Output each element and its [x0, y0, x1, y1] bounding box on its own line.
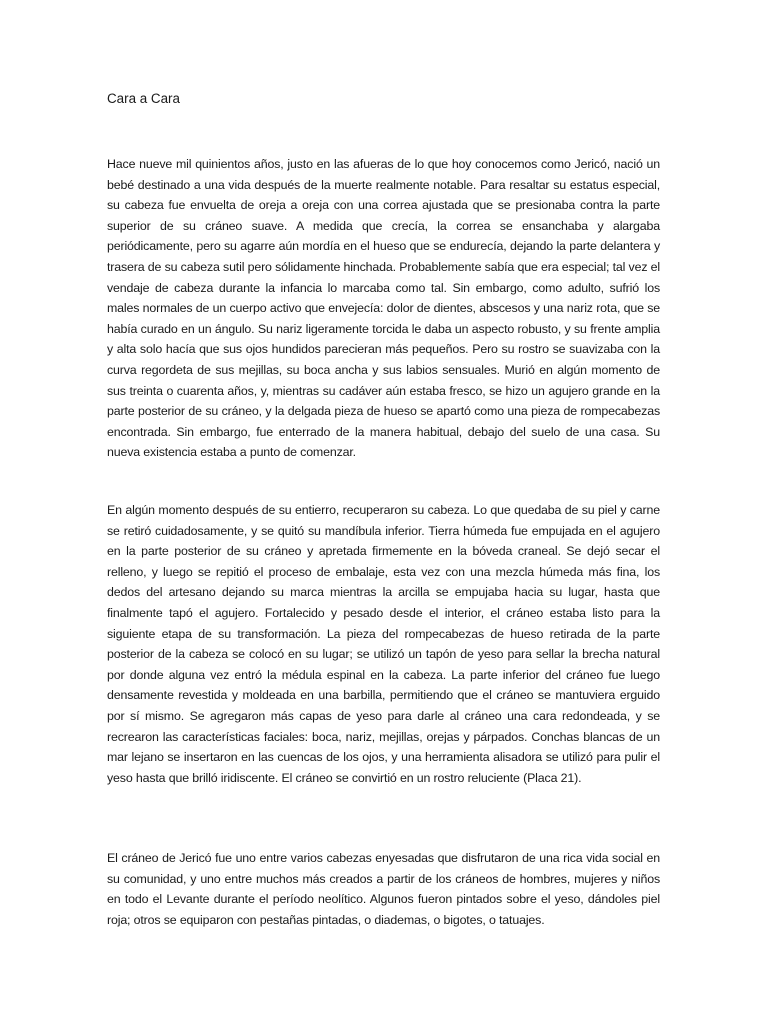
document-title: Cara a Cara	[107, 91, 180, 106]
paragraph-1: Hace nueve mil quinientos años, justo en las afueras de lo que hoy conocemos como Jericó, nació un bebé destinado a una vida después de la muerte realmente notable. Para resaltar su estatus especial, su cabeza fue envuelta de oreja a oreja con una correa ajustada que se presionaba contra la parte superior de su cráneo suave. A medida que crecía, la correa se ensanchaba y alargaba periódicamente, pero su agarre aún mordía en el hueso que se endurecía, dejando la parte delantera y trasera de su cabeza sutil pero sólidamente hinchada. Probablemente sabía que era especial; tal vez el vendaje de cabeza durante la infancia lo marcaba como tal. Sin embargo, como adulto, sufrió los males normales de un cuerpo activo que envejecía: dolor de dientes, abscesos y una nariz rota, que se había curado en un ángulo. Su nariz ligeramente torcida le daba un aspecto robusto, y su frente amplia y alta solo hacía que sus ojos hundidos parecieran más pequeños. Pero su rostro se suavizaba con la curva regordeta de sus mejillas, su boca ancha y sus labios sensuales. Murió en algún momento de sus treinta o cuarenta años, y, mientras su cadáver aún estaba fresco, se hizo un agujero grande en la parte posterior de su cráneo, y la delgada pieza de hueso se apartó como una pieza de rompecabezas encontrada. Sin embargo, fue enterrado de la manera habitual, debajo del suelo de una casa. Su nueva existencia estaba a punto de comenzar.	[107, 157, 660, 460]
paragraph-3: El cráneo de Jericó fue uno entre varios cabezas enyesadas que disfrutaron de una rica vida social en su comunidad, y uno entre muchos más creados a partir de los cráneos de hombres, mujeres y niños en todo el Levante durante el período neolítico. Algunos fueron pintados sobre el yeso, dándoles piel roja; otros se equiparon con pestañas pintadas, o diademas, o bigotes, o tatuajes.	[107, 851, 660, 927]
paragraph-2: En algún momento después de su entierro, recuperaron su cabeza. Lo que quedaba de su piel y carne se retiró cuidadosamente, y se quitó su mandíbula inferior. Tierra húmeda fue empujada en el agujero en la parte posterior de su cráneo y apretada firmemente en la bóveda craneal. Se dejó secar el relleno, y luego se repitió el proceso de embalaje, esta vez con una mezcla húmeda más fina, los dedos del artesano dejando su marca mientras la arcilla se empujaba hacia su lugar, hasta que finalmente tapó el agujero. Fortalecido y pesado desde el interior, el cráneo estaba listo para la siguiente etapa de su transformación. La pieza del rompecabezas de hueso retirada de la parte posterior de la cabeza se colocó en su lugar; se utilizó un tapón de yeso para sellar la brecha natural por donde alguna vez entró la médula espinal en la cabeza. La parte inferior del cráneo fue luego densamente revestida y moldeada en una barbilla, permitiendo que el cráneo se mantuviera erguido por sí mismo. Se agregaron más capas de yeso para darle al cráneo una cara redondeada, y se recrearon las características faciales: boca, nariz, mejillas, orejas y párpados. Conchas blancas de un mar lejano se insertaron en las cuencas de los ojos, y una herramienta alisadora se utilizó para pulir el yeso hasta que brilló iridiscente. El cráneo se convirtió en un rostro reluciente (Placa 21).	[107, 503, 660, 785]
